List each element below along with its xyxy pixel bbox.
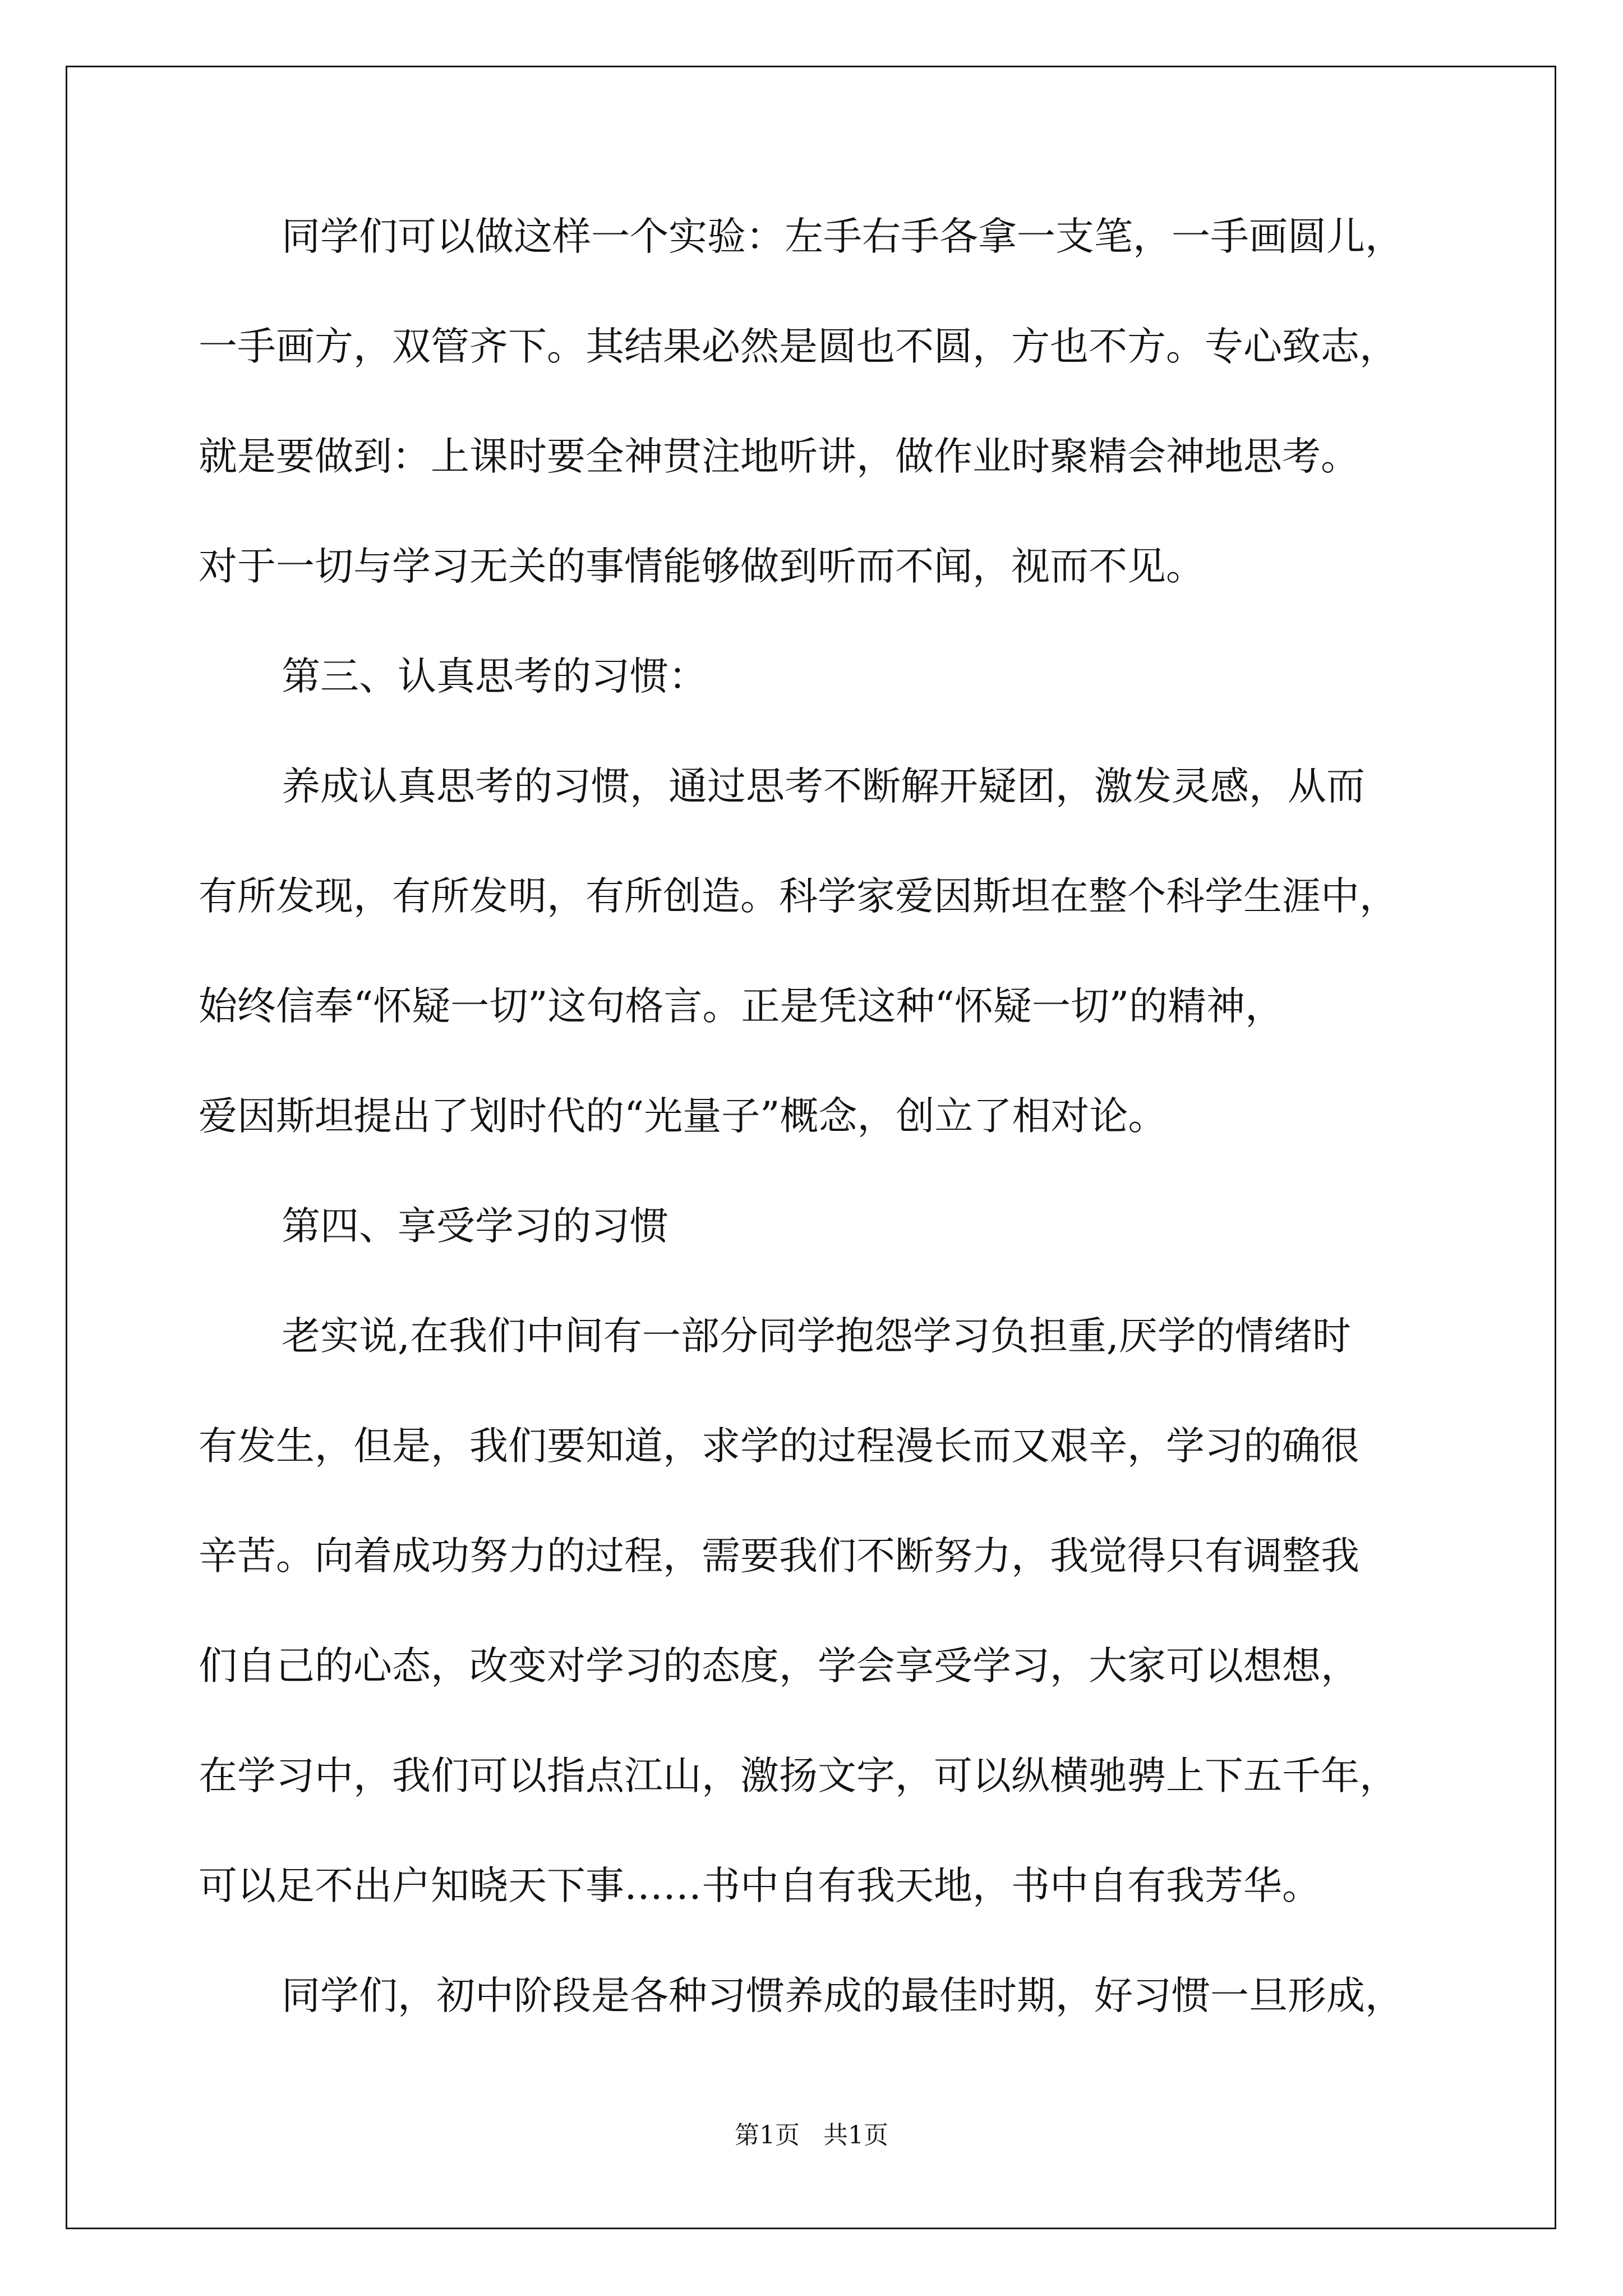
text-line: 有所发现，有所发明，有所创造。科学家爱因斯坦在整个科学生涯中， xyxy=(199,874,1398,919)
text-line: 们自己的心态，改变对学习的态度，学会享受学习，大家可以想想， xyxy=(199,1644,1359,1688)
text-line: 在学习中，我们可以指点江山，激扬文字，可以纵横驰骋上下五千年， xyxy=(199,1754,1398,1798)
text-line: 同学们可以做这样一个实验：左手右手各拿一支笔，一手画圆儿， xyxy=(282,214,1404,259)
text-line: 可以足不出户知晓天下事……书中自有我天地，书中自有我芳华。 xyxy=(199,1864,1321,1908)
text-line: 就是要做到：上课时要全神贯注地听讲，做作业时聚精会神地思考。 xyxy=(199,434,1359,479)
text-line: 始终信奉“怀疑一切”这句格言。正是凭这种“怀疑一切”的精神， xyxy=(199,984,1284,1029)
section-heading: 第三、认真思考的习惯： xyxy=(282,654,707,699)
text-line: 同学们，初中阶段是各种习惯养成的最佳时期，好习惯一旦形成， xyxy=(282,1973,1404,2018)
text-line: 辛苦。向着成功努力的过程，需要我们不断努力，我觉得只有调整我 xyxy=(199,1534,1359,1579)
section-heading: 第四、享受学习的习惯 xyxy=(282,1204,668,1249)
page-footer: 第1页 共1页 xyxy=(735,2121,888,2150)
text-line: 养成认真思考的习惯，通过思考不断解开疑团，激发灵感，从而 xyxy=(282,764,1365,809)
text-line: 爱因斯坦提出了划时代的“光量子”概念，创立了相对论。 xyxy=(199,1094,1167,1139)
text-line: 老实说,在我们中间有一部分同学抱怨学习负担重,厌学的情绪时 xyxy=(282,1314,1351,1359)
text-line: 一手画方，双管齐下。其结果必然是圆也不圆，方也不方。专心致志， xyxy=(199,324,1398,369)
text-line: 对于一切与学习无关的事情能够做到听而不闻，视而不见。 xyxy=(199,544,1205,589)
text-line: 有发生，但是，我们要知道，求学的过程漫长而又艰辛，学习的确很 xyxy=(199,1424,1359,1469)
